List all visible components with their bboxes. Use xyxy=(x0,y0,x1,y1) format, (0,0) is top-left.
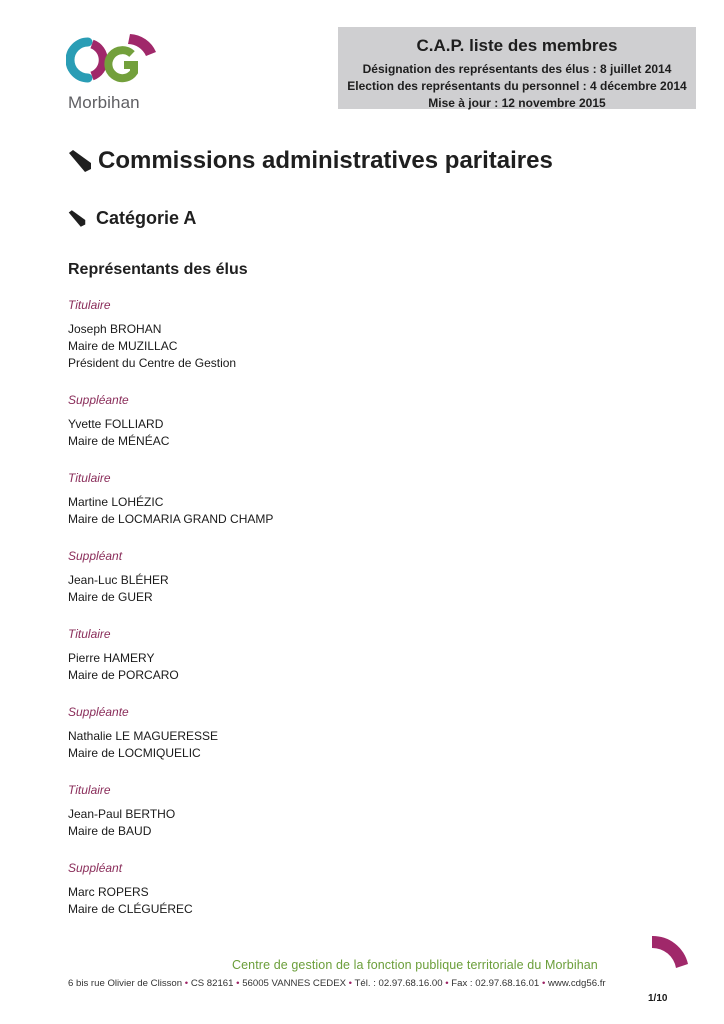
member-name: Yvette FOLLIARD xyxy=(68,417,164,431)
member-name: Nathalie LE MAGUERESSE xyxy=(68,729,219,743)
tag-icon xyxy=(68,210,86,227)
member-entry xyxy=(68,861,668,918)
member-office: Maire de BAUD xyxy=(68,824,152,838)
member-role: Titulaire xyxy=(68,783,111,797)
document-header xyxy=(338,27,696,109)
member-name: Martine LOHÉZIC xyxy=(68,495,164,509)
member-role: Suppléant xyxy=(68,549,123,563)
footer-phone: Tél. : 02.97.68.16.00 xyxy=(354,978,443,989)
member-office: Maire de LOCMARIA GRAND CHAMP xyxy=(68,512,274,526)
footer-fax: Fax : 02.97.68.16.01 xyxy=(451,978,540,989)
member-entry xyxy=(68,298,668,372)
member-role: Titulaire xyxy=(68,298,111,312)
member-office: Maire de GUER xyxy=(68,590,153,604)
member-role: Titulaire xyxy=(68,627,111,641)
member-office: Maire de PORCARO xyxy=(68,668,179,682)
tag-icon xyxy=(68,150,92,172)
header-election-date: Election des représentants du personnel : 4 décembre 2014 xyxy=(347,79,687,93)
member-name: Marc ROPERS xyxy=(68,885,149,899)
cdg-logo-mark xyxy=(66,32,162,94)
section-title: Commissions administratives paritaires xyxy=(98,147,553,174)
page-number: 1/10 xyxy=(648,993,668,1004)
footer-street: 6 bis rue Olivier de Clisson xyxy=(68,978,183,989)
member-role: Suppléante xyxy=(68,393,129,407)
section-heading xyxy=(68,147,553,175)
subsection-title: Représentants des élus xyxy=(68,261,248,278)
member-entry xyxy=(68,705,668,762)
footer-bullet: • xyxy=(445,978,449,989)
header-title: C.A.P. liste des membres xyxy=(416,36,618,55)
member-office: Maire de CLÉGUÉREC xyxy=(68,902,193,916)
footer-bullet: • xyxy=(348,978,353,989)
footer-bullet: • xyxy=(184,978,189,989)
member-role: Suppléant xyxy=(68,861,123,875)
footer-bullet: • xyxy=(541,978,546,989)
member-name: Joseph BROHAN xyxy=(68,322,162,336)
member-entry xyxy=(68,627,668,684)
member-role: Suppléante xyxy=(68,705,129,719)
footer-tagline: Centre de gestion de la fonction publique territoriale du Morbihan xyxy=(232,958,598,972)
footer-logo-arc-icon xyxy=(648,930,688,970)
member-office: Maire de MÉNÉAC xyxy=(68,434,170,448)
member-entry xyxy=(68,471,668,528)
member-office: Maire de MUZILLAC xyxy=(68,339,178,353)
footer-website: www.cdg56.fr xyxy=(547,978,606,989)
footer-city: 56005 VANNES CEDEX xyxy=(242,978,346,989)
footer-cs: CS 82161 xyxy=(190,978,234,989)
member-entry xyxy=(68,393,668,450)
footer-address xyxy=(68,978,606,989)
logo-text: Morbihan xyxy=(68,93,140,112)
category-heading xyxy=(68,208,196,229)
member-office: Maire de LOCMIQUELIC xyxy=(68,746,201,760)
header-update-date: Mise à jour : 12 novembre 2015 xyxy=(428,96,606,110)
member-name: Pierre HAMERY xyxy=(68,651,155,665)
category-title: Catégorie A xyxy=(96,208,197,228)
member-name: Jean-Paul BERTHO xyxy=(68,807,176,821)
member-entry xyxy=(68,783,668,840)
member-entry xyxy=(68,549,668,606)
member-extra: Président du Centre de Gestion xyxy=(68,356,237,370)
footer-bullet: • xyxy=(236,978,240,989)
member-list xyxy=(68,298,668,939)
header-designation-date: Désignation des représentants des élus : 8 juillet 2014 xyxy=(362,62,672,76)
member-role: Titulaire xyxy=(68,471,111,485)
member-name: Jean-Luc BLÉHER xyxy=(68,573,169,587)
cdg-logo xyxy=(66,32,162,114)
